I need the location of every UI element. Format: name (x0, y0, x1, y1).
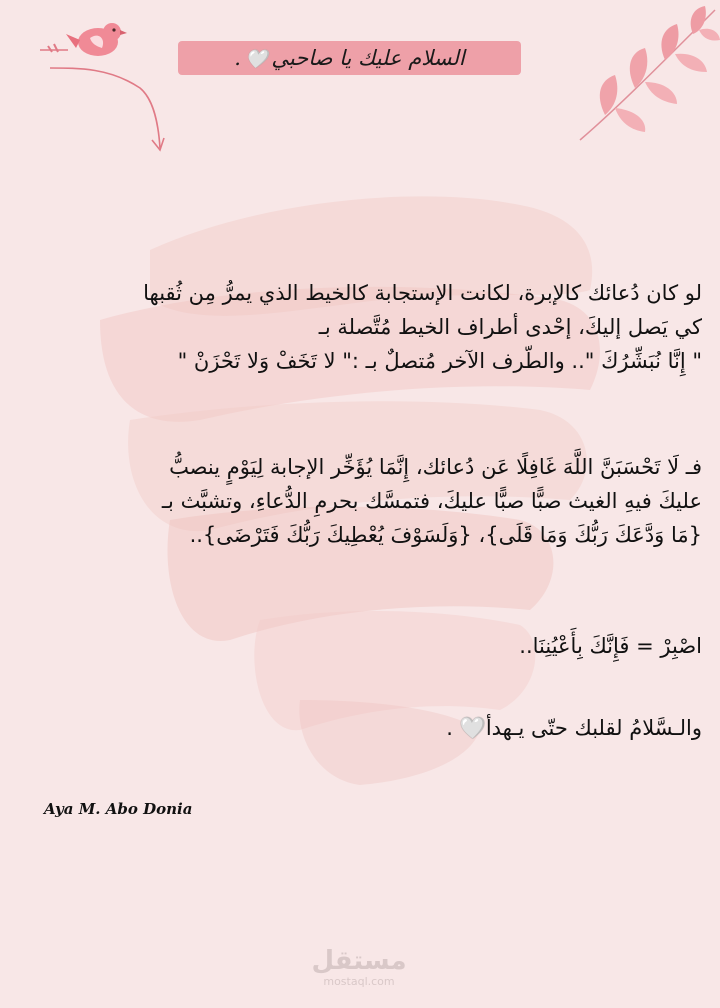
paragraph3-text: اصْبِرْ = فَإِنَّكَ بِأَعْيُنِنَا.. (519, 634, 702, 658)
white-heart-icon: 🤍 (459, 716, 486, 740)
white-heart-icon: 🤍 (244, 49, 268, 70)
bird-illustration (40, 8, 170, 158)
watermark-logo-text: مستقل (311, 946, 407, 976)
paragraph1-line1: لو كان دُعائك كالإبرة، لكانت الإستجابة كالخيط الذي يمرُّ مِن ثُقبها (143, 281, 702, 305)
paragraph4-line (34, 711, 702, 745)
paragraph-needle-thread (34, 276, 702, 378)
watermark-url: mostaql.com (323, 975, 395, 988)
paragraph2-line2: عليكَ فيهِ الغيث صبًّا صبًّا عليكَ، فتمسَّك بحرمِ الدُّعاءِ، وتشبَّث بـ (161, 489, 702, 513)
paragraph2-line3: {مَا وَدَّعَكَ رَبُّكَ وَمَا قَلَى}، {وَلَسَوْفَ يُعْطِيكَ رَبُّكَ فَتَرْضَى}.. (189, 523, 702, 547)
paragraph-be-patient (34, 629, 702, 663)
paragraph-do-not-think (34, 450, 702, 552)
paragraph4-text: والـسَّلامُ لقلبك حتّى يـهدأ (485, 716, 702, 740)
paragraph2-line1: فـ لَا تَحْسَبَنَّ اللَّهَ غَافِلًا عَن دُعائك، إِنَّمَا يُؤَخِّر الإجابة لِيَوْمٍ ينصبُّ (169, 455, 702, 479)
paragraph1-line2: كي يَصل إليكَ، إحْدى أطراف الخيط مُتَّصلة بـ (318, 315, 702, 339)
title-banner (178, 41, 521, 75)
paragraph4-dot: . (446, 716, 453, 740)
leaf-branch-illustration (575, 0, 720, 145)
title-text: السلام عليك يا صاحبي (271, 46, 465, 70)
mostaql-watermark (310, 946, 408, 988)
title-line (234, 46, 464, 70)
paragraph1-line3: " إِنَّا نُبَشِّرُكَ ".. والطّرف الآخر مُتصلٌ بـ :" لا تَخَفْ وَلا تَحْزَنْ " (177, 349, 702, 373)
paragraph-closing (34, 711, 702, 745)
author-signature: Aya M. Abo Donia (44, 800, 193, 818)
title-dot: . (234, 46, 241, 70)
